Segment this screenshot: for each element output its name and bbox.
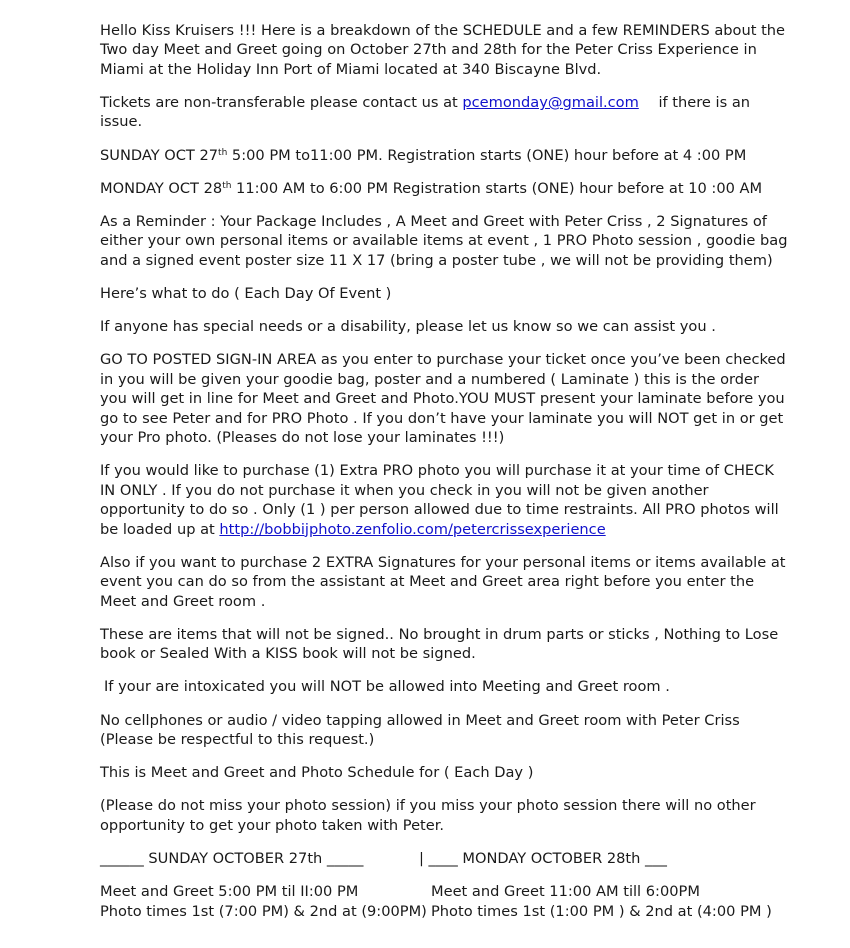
special-needs-paragraph: If anyone has special needs or a disability, please let us know so we can assist you . xyxy=(100,318,716,336)
monday-schedule-header: | ____ MONDAY OCTOBER 28th ___ xyxy=(419,849,667,867)
monday-registration xyxy=(100,179,790,198)
intoxicated-paragraph: If your are intoxicated you will NOT be allowed into Meeting and Greet room . xyxy=(104,678,670,696)
monday-details: 11:00 AM to 6:00 PM Registration starts (ONE) hour before at 10 :00 AM xyxy=(231,179,763,197)
sunday-date: SUNDAY OCT 27 xyxy=(100,146,219,164)
sunday-schedule-header: ______ SUNDAY OCTOBER 27th _____ xyxy=(100,849,364,867)
extra-signatures-paragraph: Also if you want to purchase 2 EXTRA Signatures for your personal items or items available at event you can do so from the assistant at Meet and Greet area right before you enter the Meet and Greet room . xyxy=(100,553,786,610)
photo-warning-paragraph: (Please do not miss your photo session) if you miss your photo session there will no other opportunity to get your photo taken with Peter. xyxy=(100,797,756,834)
monday-meet-time: Meet and Greet 11:00 AM till 6:00PM xyxy=(431,883,700,901)
tickets-text: Tickets are non-transferable please contact us at xyxy=(100,94,463,112)
intro-paragraph: Hello Kiss Kruisers !!! Here is a breakdown of the SCHEDULE and a few REMINDERS about the Two day Meet and Greet going on October 27th and 28th for the Peter Criss Experience in Miami at the Holiday Inn Port of Miami located at 340 Biscayne Blvd. xyxy=(100,22,786,78)
schedule-intro-paragraph: This is Meet and Greet and Photo Schedule for ( Each Day ) xyxy=(100,764,534,782)
sunday-photo-times: Photo times 1st (7:00 PM) & 2nd at (9:00PM) xyxy=(100,902,427,920)
package-paragraph: As a Reminder : Your Package Includes , A Meet and Greet with Peter Criss , 2 Signatures of either your own personal items or available items at event , 1 PRO Photo session , goodie bag and a signed event poster size 11 X 17 (bring a poster tube , we will not be providing them) xyxy=(100,213,788,269)
extra-photo-paragraph xyxy=(100,461,790,539)
monday-date: MONDAY OCT 28 xyxy=(100,179,223,197)
not-signed-paragraph: These are items that will not be signed.. No brought in drum parts or sticks , Nothing to Lose book or Sealed With a KISS book will not be signed. xyxy=(100,625,779,663)
sign-in-paragraph: GO TO POSTED SIGN-IN AREA as you enter to purchase your ticket once you’ve been checked in you will be given your goodie bag, poster and a numbered ( Laminate ) this is the order you will get in line for Meet and Greet and Photo.YOU MUST present your laminate before you go to see Peter and for PRO Photo . If you don’t have your laminate you will NOT get in or get your Pro photo. (Pleases do not lose your laminates !!!) xyxy=(100,351,786,447)
cellphones-paragraph: No cellphones or audio / video tapping allowed in Meet and Greet room with Peter Criss (Please be respectful to this request.) xyxy=(100,711,740,748)
tickets-paragraph xyxy=(100,93,790,132)
monday-photo-times: Photo times 1st (1:00 PM ) & 2nd at (4:00 PM ) xyxy=(431,902,772,920)
tickets-text-after: if there is an issue. xyxy=(100,94,751,131)
sunday-date-ordinal: th xyxy=(218,147,228,158)
sunday-registration xyxy=(100,146,790,165)
photo-gallery-link[interactable]: http://bobbijphoto.zenfolio.com/petercrissexperience xyxy=(219,520,606,538)
extra-photo-text: If you would like to purchase (1) Extra PRO photo you will purchase it at your time of CHECK IN ONLY . If you do not purchase it when you check in you will not be given another opportunity to do so . Only (1 ) per person allowed due to time restraints. All PRO photos will be loaded up at xyxy=(100,462,779,538)
schedule-photo-row xyxy=(100,902,790,921)
contact-email-link[interactable]: pcemonday@gmail.com xyxy=(462,94,639,112)
what-to-do-heading: Here’s what to do ( Each Day Of Event ) xyxy=(100,285,392,303)
sunday-meet-time: Meet and Greet 5:00 PM til II:00 PM xyxy=(100,883,359,901)
sunday-details: 5:00 PM to11:00 PM. Registration starts (ONE) hour before at 4 :00 PM xyxy=(227,146,747,164)
schedule-header-row xyxy=(100,849,790,868)
schedule-meet-row xyxy=(100,882,790,901)
monday-date-ordinal: th xyxy=(222,180,232,191)
